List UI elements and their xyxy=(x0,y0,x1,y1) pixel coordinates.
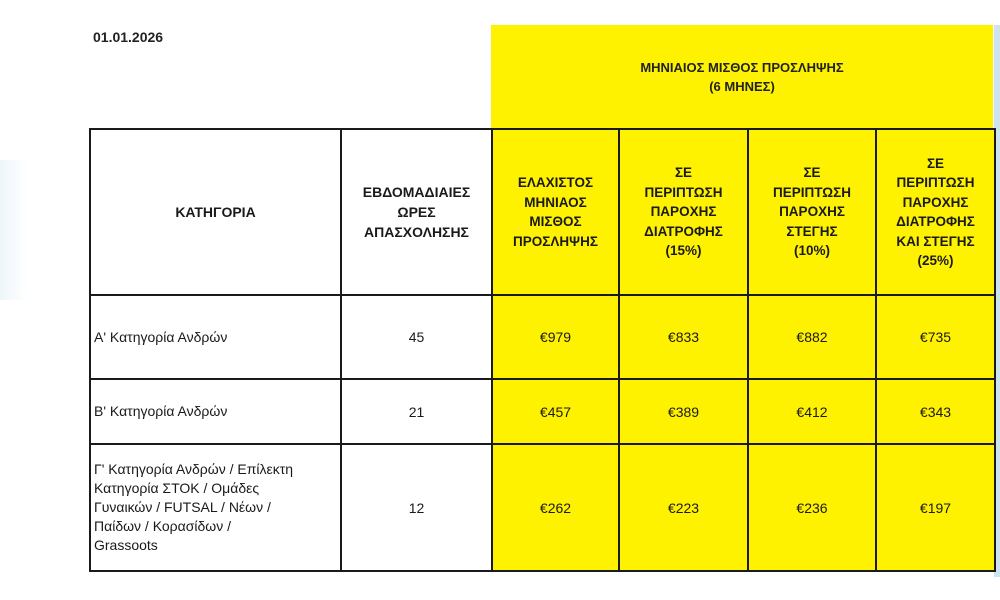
scan-edge-tint xyxy=(0,160,28,300)
header-line: (15%) xyxy=(665,243,702,259)
header-line: ΠΕΡΙΠΤΩΣΗ xyxy=(896,175,975,190)
cell-food: €223 xyxy=(619,444,748,571)
category-line: Α' Κατηγορία Ανδρών xyxy=(94,328,228,345)
cell-food-housing: €197 xyxy=(876,444,995,571)
category-line: Κατηγορία ΣΤΟΚ / Ομάδες xyxy=(94,480,260,496)
header-category-label: ΚΑΤΗΓΟΡΙΑ xyxy=(175,204,256,220)
header-line: ΑΠΑΣΧΟΛΗΣΗΣ xyxy=(364,224,469,240)
category-line: Παίδων / Κορασίδων / xyxy=(94,518,231,534)
header-food-provision xyxy=(619,129,748,295)
cell-category xyxy=(90,379,341,444)
header-category xyxy=(90,129,341,295)
header-line: ΠΑΡΟΧΗΣ xyxy=(650,204,717,220)
header-line: ΣΕ xyxy=(674,165,693,181)
document-date: 01.01.2026 xyxy=(93,29,164,45)
category-line: Γυναικών / FUTSAL / Νέων / xyxy=(94,499,271,515)
header-line: ΠΕΡΙΠΤΩΣΗ xyxy=(644,184,723,200)
cell-min-salary: €262 xyxy=(492,444,619,571)
header-line: ΕΒΔΟΜΑΔΙΑΙΕΣ xyxy=(362,184,471,200)
header-line: ΣΤΕΓΗΣ xyxy=(786,223,838,239)
header-line: ΔΙΑΤΡΟΦΗΣ xyxy=(896,214,975,229)
cell-hours: 45 xyxy=(341,295,492,379)
header-line: ΚΑΙ ΣΤΕΓΗΣ xyxy=(896,233,975,249)
salary-banner-subtitle: (6 ΜΗΝΕΣ) xyxy=(709,78,775,94)
cell-food-housing: €343 xyxy=(876,379,995,444)
category-line: Β' Κατηγορία Ανδρών xyxy=(94,403,228,419)
table-header-row xyxy=(90,129,995,295)
cell-min-salary: €457 xyxy=(492,379,619,444)
cell-food: €389 xyxy=(619,379,748,444)
header-line: ΜΗΝΙΑΟΣ xyxy=(524,194,587,210)
header-line: ΣΕ xyxy=(926,155,945,171)
cell-category xyxy=(90,444,341,571)
header-line: ΔΙΑΤΡΟΦΗΣ xyxy=(644,223,723,239)
header-min-salary xyxy=(492,129,619,295)
salary-banner-title: ΜΗΝΙΑΙΟΣ ΜΙΣΘΟΣ ΠΡΟΣΛΗΨΗΣ xyxy=(640,59,844,75)
cell-category xyxy=(90,295,341,379)
cell-hours: 21 xyxy=(341,379,492,444)
header-line: ΣΕ xyxy=(803,165,821,181)
header-line: ΩΡΕΣ xyxy=(397,204,436,220)
table-row xyxy=(90,379,995,444)
cell-housing: €412 xyxy=(748,379,876,444)
category-line: Γ' Κατηγορία Ανδρών / Επίλεκτη xyxy=(94,461,294,477)
header-line: ΠΑΡΟΧΗΣ xyxy=(902,194,969,210)
header-food-housing-provision xyxy=(876,129,995,295)
header-line: ΠΡΟΣΛΗΨΗΣ xyxy=(513,233,598,249)
header-line: ΠΑΡΟΧΗΣ xyxy=(779,204,845,220)
cell-min-salary: €979 xyxy=(492,295,619,379)
cell-housing: €882 xyxy=(748,295,876,379)
salary-banner xyxy=(491,25,993,128)
header-line: ΕΛΑΧΙΣΤΟΣ xyxy=(517,175,594,190)
table-row xyxy=(90,444,995,571)
header-line: (10%) xyxy=(793,243,830,259)
header-line: ΠΕΡΙΠΤΩΣΗ xyxy=(773,184,851,200)
salary-table xyxy=(89,128,996,572)
cell-hours: 12 xyxy=(341,444,492,571)
header-weekly-hours xyxy=(341,129,492,295)
table-row xyxy=(90,295,995,379)
cell-food-housing: €735 xyxy=(876,295,995,379)
header-line: (25%) xyxy=(917,253,954,268)
header-housing-provision xyxy=(748,129,876,295)
category-line: Grassoots xyxy=(94,537,158,553)
cell-housing: €236 xyxy=(748,444,876,571)
cell-food: €833 xyxy=(619,295,748,379)
header-line: ΜΙΣΘΟΣ xyxy=(529,214,582,229)
